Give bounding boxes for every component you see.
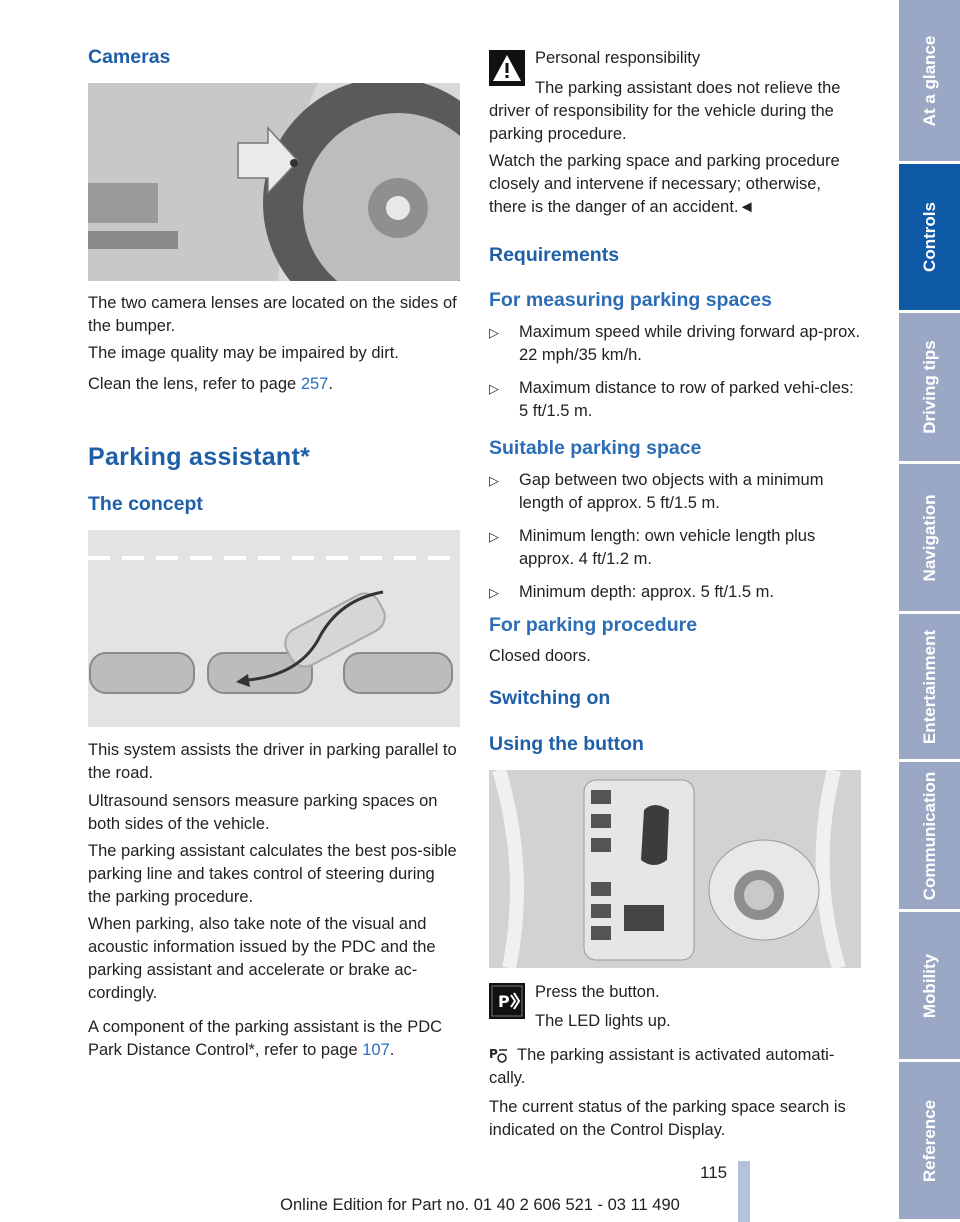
suitable-list bbox=[489, 469, 861, 614]
bullet-triangle-icon: ▷ bbox=[489, 529, 499, 544]
chapter-tabs bbox=[899, 0, 960, 1222]
using-button-heading: Using the button bbox=[489, 733, 644, 755]
page-link-107[interactable]: 107 bbox=[362, 1041, 390, 1059]
tab-label: Entertainment bbox=[919, 629, 939, 744]
warning-text: The parking assistant does not relieve the driver of responsibility for the vehicle during the parking procedure. bbox=[489, 79, 841, 143]
switching-on-heading: Switching on bbox=[489, 687, 611, 709]
warning-title: Personal responsibility bbox=[535, 49, 701, 67]
cameras-text-1: The two camera lenses are located on the sides of the bumper. bbox=[88, 294, 457, 335]
requirements-heading: Requirements bbox=[489, 244, 620, 266]
bullet-triangle-icon: ▷ bbox=[489, 585, 499, 600]
concept-text-1: This system assists the driver in parking parallel to the road. bbox=[88, 741, 457, 782]
tab-navigation[interactable] bbox=[899, 464, 960, 614]
measuring-list bbox=[489, 321, 861, 433]
page-link-257[interactable]: 257 bbox=[300, 375, 329, 393]
measuring-heading: For measuring parking spaces bbox=[489, 289, 772, 311]
bullet-text: Gap between two objects with a minimum length of approx. 5 ft/1.5 m. bbox=[519, 471, 824, 512]
tab-label: At a glance bbox=[919, 35, 939, 126]
bullet-item bbox=[489, 321, 861, 367]
bullet-item bbox=[489, 525, 861, 571]
tab-driving-tips[interactable] bbox=[899, 313, 960, 464]
svg-text:P: P bbox=[498, 992, 510, 1011]
press-button-text: Press the button. bbox=[535, 983, 660, 1001]
concept-heading: The concept bbox=[88, 493, 203, 515]
tab-label: Reference bbox=[919, 1099, 939, 1182]
concept-text-4: When parking, also take note of the visual and acoustic information issued by the PDC and the parking assistant and accelerate or brake ac-cordingly. bbox=[88, 915, 436, 1002]
tab-label: Navigation bbox=[919, 494, 939, 581]
footer-text: Online Edition for Part no. 01 40 2 606 521 - 03 11 490 bbox=[280, 1196, 680, 1214]
tab-entertainment[interactable] bbox=[899, 614, 960, 762]
bullet-triangle-icon: ▷ bbox=[489, 381, 499, 396]
tab-mobility[interactable] bbox=[899, 912, 960, 1062]
tab-communication[interactable] bbox=[899, 762, 960, 912]
tab-at-a-glance[interactable] bbox=[899, 0, 960, 164]
page-number: 115 bbox=[700, 1163, 728, 1182]
camera-illustration bbox=[88, 83, 460, 281]
tab-label: Driving tips bbox=[919, 340, 939, 434]
tab-label: Mobility bbox=[919, 953, 939, 1018]
bullet-item bbox=[489, 377, 861, 423]
bullet-item bbox=[489, 581, 861, 604]
cameras-text-2: The image quality may be impaired by dirt. bbox=[88, 344, 399, 362]
bullet-text: Minimum depth: approx. 5 ft/1.5 m. bbox=[519, 583, 774, 601]
bullet-triangle-icon: ▷ bbox=[489, 473, 499, 488]
tab-label: Communication bbox=[919, 771, 939, 900]
parking-assistant-button-icon bbox=[489, 983, 525, 1019]
cameras-heading: Cameras bbox=[88, 46, 171, 68]
bullet-triangle-icon: ▷ bbox=[489, 325, 499, 340]
parking-concept-illustration bbox=[88, 530, 460, 727]
svg-text:P: P bbox=[489, 1047, 498, 1061]
bullet-item bbox=[489, 469, 861, 515]
activated-text: The parking assistant is activated automati-cally. bbox=[489, 1046, 835, 1087]
tab-label: Controls bbox=[919, 202, 939, 272]
bullet-text: Maximum distance to row of parked vehi-cles: 5 ft/1.5 m. bbox=[519, 379, 854, 420]
warning-text-2: Watch the parking space and parking procedure closely and intervene if necessary; otherwise, there is the danger of an accident.◄ bbox=[489, 152, 840, 216]
concept-text-2: Ultrasound sensors measure parking spaces on both sides of the vehicle. bbox=[88, 792, 438, 833]
suitable-heading: Suitable parking space bbox=[489, 437, 702, 459]
bullet-text: Minimum length: own vehicle length plus approx. 4 ft/1.2 m. bbox=[519, 527, 816, 568]
tab-controls[interactable] bbox=[899, 164, 960, 313]
bullet-text: Maximum speed while driving forward ap-prox. 22 mph/35 km/h. bbox=[519, 323, 861, 364]
procedure-text: Closed doors. bbox=[489, 647, 591, 665]
led-text: The LED lights up. bbox=[535, 1012, 671, 1030]
status-text: The current status of the parking space search is indicated on the Control Display. bbox=[489, 1098, 846, 1139]
center-console-illustration bbox=[489, 770, 861, 968]
procedure-heading: For parking procedure bbox=[489, 614, 698, 636]
concept-text-5: A component of the parking assistant is the PDC Park Distance Control*, refer to page 107. bbox=[88, 1018, 443, 1059]
cameras-text-3: Clean the lens, refer to page 257. bbox=[88, 375, 333, 393]
concept-text-3: The parking assistant calculates the best pos-sible parking line and takes control of steering during the parking procedure. bbox=[88, 842, 457, 906]
parking-assistant-heading: Parking assistant* bbox=[88, 443, 311, 471]
